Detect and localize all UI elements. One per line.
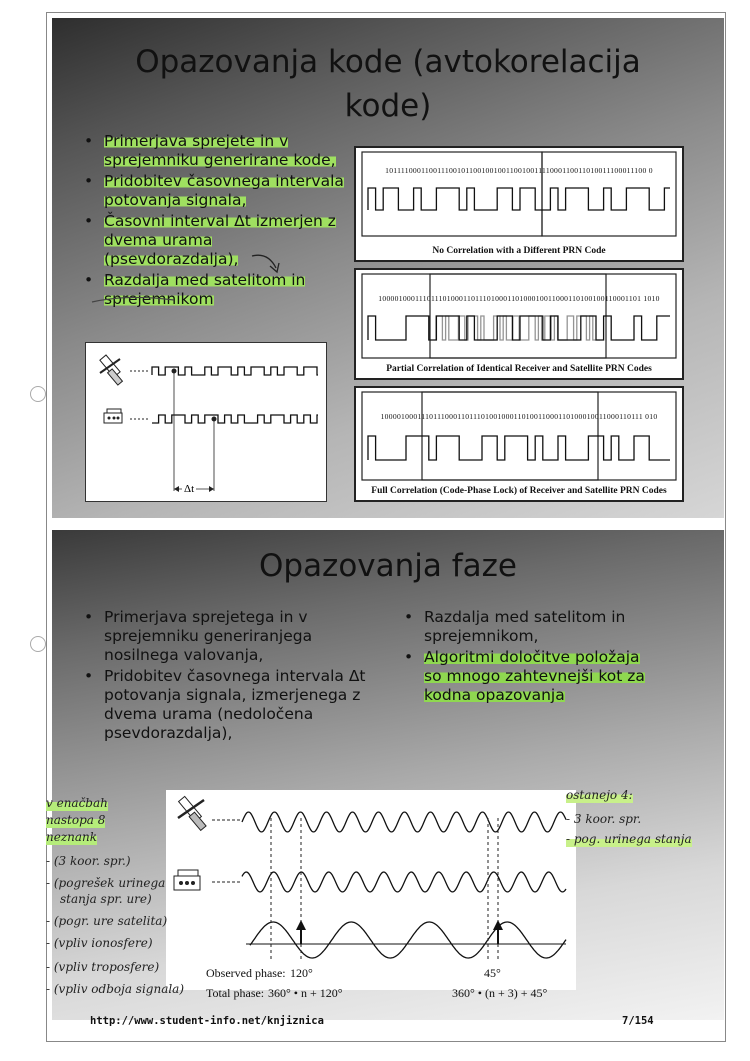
slide1-title-line1: Opazovanja kode (avtokorelacija [135,44,641,80]
receiver-icon [104,409,122,423]
slide2-right-bullets [402,608,702,707]
hand-line: - 3 koor. spr. [566,812,642,826]
observed-phase-b: 45° [484,966,501,980]
hand-line: - (vpliv troposfere) [46,960,160,974]
receiver-code-signal [152,415,318,423]
satellite-code-signal [152,367,318,375]
satellite-carrier-wave [242,812,566,832]
panel-bits: 10000100011101110100011011101000110100010011000110100100110001101 1010 [378,294,660,303]
bullet-line: sprejemniku generirane kode, [104,151,336,169]
satellite-icon [178,796,206,830]
bullet-line: Primerjava sprejete in v [104,132,289,150]
slide2-left-bullets [82,608,392,745]
delta-t-figure [85,342,327,502]
observed-phase-label: Observed phase: [206,966,286,980]
bullet-line: potovanja signala, izmerjenega z [104,686,361,704]
slide-code-observations [52,18,724,518]
slide2-bullet [82,608,392,665]
hand-line: - (vpliv odboja signala) [46,982,185,996]
punch-hole [30,386,46,402]
satellite-icon [100,355,123,385]
code-waveform [152,367,318,375]
bullet-line: Pridobitev časovnega intervala [104,172,344,190]
bullet-line: kodna opazovanja [424,686,565,704]
hand-line: neznank [46,830,98,844]
correlation-panel-none [354,146,684,262]
bullet-line: Primerjava sprejetega in v [104,608,308,626]
bullet-line: Razdalja med satelitom in [104,271,306,289]
delta-t-label: Δt [184,483,195,495]
hand-line: - (vpliv ionosfere) [46,936,153,950]
slide2-bullet [82,667,392,743]
receiver-carrier-wave [242,872,566,892]
bullet-line: sprejemniku generiranjega [104,627,313,645]
bullet-line: psevdorazdalja), [104,724,233,742]
slide2-title: Opazovanja faze [258,548,518,584]
hand-line: v enačbah [46,796,108,810]
slide1-bullet-list [82,132,362,311]
bullet-line: Algoritmi določitve položaja [424,648,640,666]
correlation-panel-full [354,386,684,502]
bullet-line: (psevdorazdalja), [104,250,239,268]
bullet-line: sprejemnikom [104,290,214,308]
bullet-line: dvema urama (nedoločena [104,705,314,723]
bullet-line: dvema urama [104,231,213,249]
hand-line: stanja spr. ure) [60,892,152,906]
handwritten-underline [88,288,178,308]
slide1-bullet [82,172,362,210]
hand-line: - (pogr. ure satelita) [46,914,168,928]
bullet-line: Pridobitev časovnega intervala Δt [104,667,366,685]
phase-figure [166,790,576,990]
panel-bits: 10000100011101110001101110100100011010011000110100010011000110111 010 [380,412,658,421]
bullet-line: Časovni interval Δt izmerjen z [104,212,336,230]
panel-caption: Full Correlation (Code-Phase Lock) of Receiver and Satellite PRN Codes [371,486,667,496]
slide1-bullet [82,132,362,170]
slide2-bullet [402,608,702,646]
correlation-panel-partial [354,268,684,380]
code-waveform [436,316,600,340]
footer-page-number: 7/154 [622,1015,654,1027]
receiver-icon [174,870,200,890]
total-phase-b: 360° • (n + 3) + 45° [452,986,548,1000]
hand-line: - (pogrešek urinega [46,876,166,890]
bullet-line: so mnogo zahtevnejši kot za [424,667,645,685]
code-waveform [368,436,670,460]
slide2-bullet [402,648,702,705]
hand-line: nastopa 8 [46,813,106,827]
hand-line: - (3 koor. spr.) [46,854,131,868]
handwritten-arrow-icon [250,250,286,278]
panel-bits: 10111100011001110010110010010011001001111000110011010011100011100 0 [385,166,653,175]
code-waveform [152,415,318,423]
slide1-title-line2: kode) [344,88,432,124]
punch-hole [30,636,46,652]
panel-caption: No Correlation with a Different PRN Code [432,246,606,256]
slide1-bullet [82,212,362,269]
total-phase-label: Total phase: [206,986,265,1000]
bullet-line: sprejemnikom, [424,627,539,645]
bullet-line: nosilnega valovanja, [104,646,264,664]
slide1-title [52,40,724,128]
observed-phase-a: 120° [290,966,313,980]
total-phase-a: 360° • n + 120° [268,986,343,1000]
hand-line: ostanejo 4: [566,788,633,802]
hand-line: - pog. urinega stanja [566,832,692,846]
bullet-line: potovanja signala, [104,191,247,209]
code-waveform [368,188,670,210]
bullet-line: Razdalja med satelitom in [424,608,626,626]
panel-caption: Partial Correlation of Identical Receiver and Satellite PRN Codes [386,364,652,374]
footer-url[interactable]: http://www.student-info.net/knjiznica [90,1015,324,1027]
